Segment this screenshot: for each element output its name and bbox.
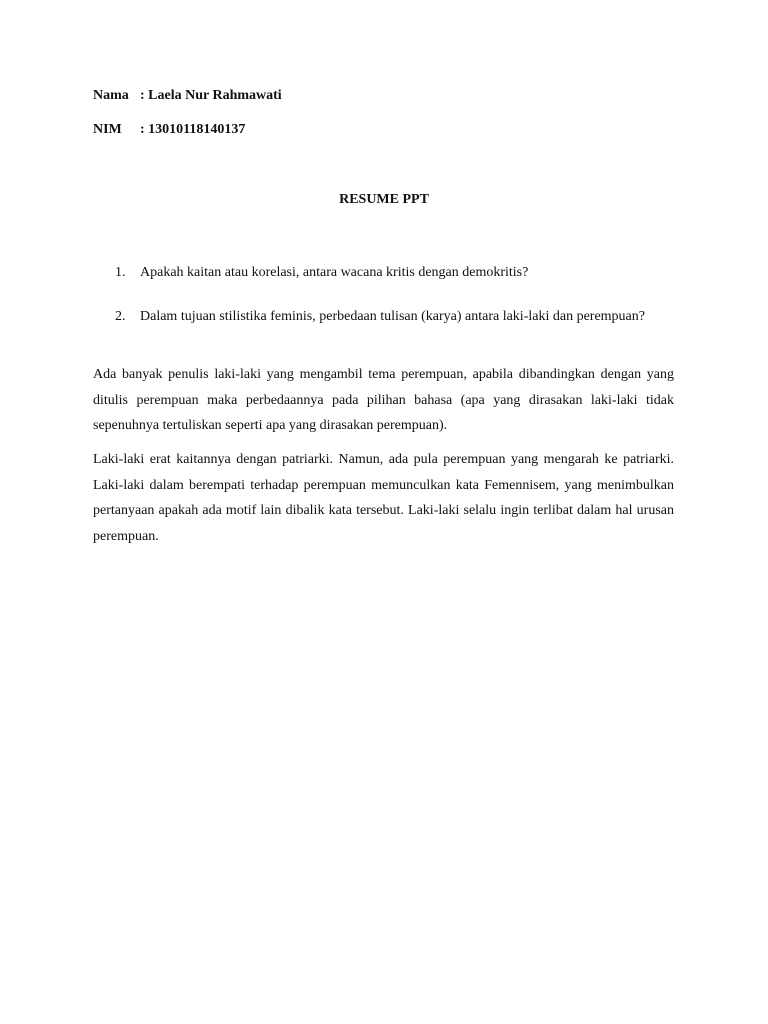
document-title-text: RESUME PPT xyxy=(339,192,429,207)
body-paragraph: Ada banyak penulis laki-laki yang mengambil tema perempuan, apabila dibandingkan dengan yang ditulis perempuan maka perbedaannya pada pilihan bahasa (apa yang dirasakan laki-laki tidak sepenuhnya tertuliskan seperti apa yang dirasakan perempuan). xyxy=(93,367,674,433)
question-text: Apakah kaitan atau korelasi, antara wacana kritis dengan demokritis? xyxy=(140,265,529,280)
question-list xyxy=(93,260,674,329)
name-value: : Laela Nur Rahmawati xyxy=(140,88,282,103)
student-nim-row xyxy=(93,122,245,138)
student-name-row xyxy=(93,88,282,104)
body-paragraph: Laki-laki erat kaitannya dengan patriarki. Namun, ada pula perempuan yang mengarah ke patriarki. Laki-laki dalam berempati terhadap perempuan memunculkan kata Femennisem, yang menimbulkan pertanyaan apakah ada motif lain dibalik kata tersebut. Laki-laki selalu ingin terlibat dalam hal urusan perempuan. xyxy=(93,452,674,544)
list-item xyxy=(93,304,674,329)
question-number: 2. xyxy=(115,309,126,324)
question-text: Dalam tujuan stilistika feminis, perbedaan tulisan (karya) antara laki-laki dan perempuan? xyxy=(140,309,645,324)
nim-label: NIM xyxy=(93,122,122,137)
document-title xyxy=(0,192,768,208)
nim-value: : 13010118140137 xyxy=(140,122,246,137)
question-number: 1. xyxy=(115,265,126,280)
list-item xyxy=(93,260,674,285)
name-label: Nama xyxy=(93,88,129,103)
